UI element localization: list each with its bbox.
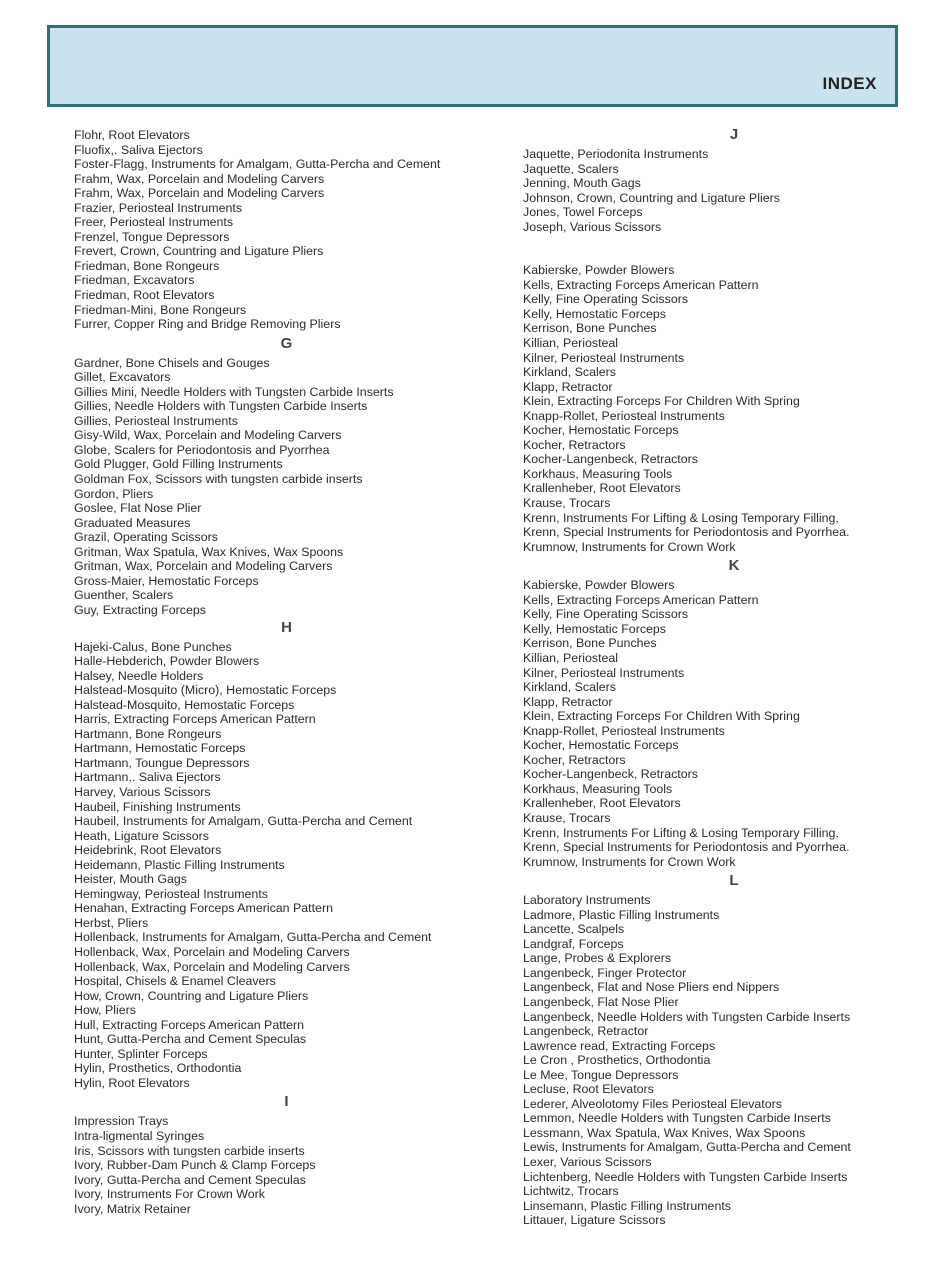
index-entry: Hunter, Splinter Forceps: [74, 1046, 208, 1061]
index-entry: Hollenback, Wax, Porcelain and Modeling Carvers: [74, 959, 350, 974]
g-entry-list: [74, 356, 474, 618]
index-entry: Kocher, Retractors: [523, 437, 626, 452]
index-entry: Gillies, Periosteal Instruments: [74, 413, 238, 428]
section-heading-k: K: [728, 557, 740, 575]
index-entry: Jones, Towel Forceps: [523, 205, 643, 220]
j-entry-list: [523, 147, 883, 234]
index-entry: Hartmann, Hemostatic Forceps: [74, 741, 246, 756]
index-entry: Frazier, Periosteal Instruments: [74, 200, 243, 215]
index-entry: Kelly, Hemostatic Forceps: [523, 306, 666, 321]
index-entry: Intra-ligmental Syringes: [74, 1129, 205, 1143]
index-entry: Halle-Hebderich, Powder Blowers: [74, 654, 260, 669]
index-entry: Knapp-Rollet, Periosteal Instruments: [523, 408, 725, 423]
index-entry: Kells, Extracting Forceps American Pattern: [523, 592, 759, 607]
index-entry: Goldman Fox, Scissors with tungsten carbide inserts: [74, 472, 363, 487]
index-entry: Ivory, Instruments For Crown Work: [74, 1187, 265, 1202]
index-entry: Jenning, Mouth Gags: [523, 176, 641, 191]
index-entry: Heidemann, Plastic Filling Instruments: [74, 857, 285, 872]
index-entry: Hartmann,. Saliva Ejectors: [74, 770, 221, 785]
index-entry: Gisy-Wild, Wax, Porcelain and Modeling Carvers: [74, 428, 342, 443]
index-entry: Frenzel, Tongue Depressors: [74, 229, 230, 244]
index-entry: Littauer, Ligature Scissors: [523, 1213, 666, 1228]
h-entry-list: [74, 640, 474, 1091]
index-entry: Klein, Extracting Forceps For Children With Spring: [523, 709, 800, 724]
index-entry: Kerrison, Bone Punches: [523, 636, 657, 651]
index-entry: Foster-Flagg, Instruments for Amalgam, Gutta-Percha and Cement: [74, 157, 441, 172]
index-entry: Le Mee, Tongue Depressors: [523, 1067, 679, 1082]
index-entry: Lessmann, Wax Spatula, Wax Knives, Wax Spoons: [523, 1125, 806, 1140]
index-entry: Lange, Probes & Explorers: [523, 951, 672, 966]
index-entry: Halstead-Mosquito, Hemostatic Forceps: [74, 697, 295, 712]
index-entry: Gillet, Excavators: [74, 370, 171, 385]
index-entry: Langenbeck, Retractor: [523, 1024, 649, 1039]
index-entry: Kocher-Langenbeck, Retractors: [523, 767, 698, 782]
section-heading-l: L: [729, 872, 739, 890]
index-entry: Hylin, Prosthetics, Orthodontia: [74, 1061, 242, 1076]
index-entry: Kelly, Fine Operating Scissors: [523, 607, 689, 622]
index-entry: Furrer, Copper Ring and Bridge Removing Pliers: [74, 317, 341, 332]
index-entry: Johnson, Crown, Countring and Ligature Pliers: [523, 190, 780, 205]
index-entry: Jaquette, Scalers: [523, 161, 619, 176]
index-entry: Lemmon, Needle Holders with Tungsten Carbide Inserts: [523, 1111, 831, 1126]
index-entry: How, Pliers: [74, 1003, 136, 1018]
k-entry-list-first: [523, 263, 883, 554]
index-entry: Gillies Mini, Needle Holders with Tungsten Carbide Inserts: [74, 384, 394, 399]
index-entry: Frahm, Wax, Porcelain and Modeling Carvers: [74, 171, 325, 186]
index-entry: Krenn, Special Instruments for Periodontosis and Pyorrhea.: [523, 840, 850, 855]
index-entry: Lawrence read, Extracting Forceps: [523, 1038, 716, 1053]
index-entry: Ladmore, Plastic Filling Instruments: [523, 907, 720, 922]
index-entry: Globe, Scalers for Periodontosis and Pyorrhea: [74, 442, 330, 457]
index-entry: Krenn, Instruments For Lifting & Losing Temporary Filling,: [523, 825, 839, 840]
index-entry: Kocher, Hemostatic Forceps: [523, 423, 679, 438]
index-entry: Frevert, Crown, Countring and Ligature Pliers: [74, 244, 324, 259]
k-entry-list-second: [523, 578, 883, 869]
index-entry: Lichtenberg, Needle Holders with Tungsten Carbide Inserts: [523, 1169, 848, 1184]
index-entry: Kocher, Hemostatic Forceps: [523, 738, 679, 753]
section-heading-g: G: [280, 334, 293, 352]
index-entry: Halstead-Mosquito (Micro), Hemostatic Forceps: [74, 683, 337, 698]
index-entry: Krenn, Special Instruments for Periodontosis and Pyorrhea.: [523, 525, 850, 540]
index-entry: Henahan, Extracting Forceps American Pattern: [74, 901, 333, 916]
index-entry: Krallenheber, Root Elevators: [523, 481, 681, 496]
index-entry: Impression Trays: [74, 1114, 169, 1129]
section-heading-h: H: [281, 618, 292, 636]
index-entry: Iris, Scissors with tungsten carbide inserts: [74, 1143, 305, 1158]
index-entry: Krumnow, Instruments for Crown Work: [523, 539, 736, 554]
index-entry: Harvey, Various Scissors: [74, 784, 211, 799]
index-entry: Krause, Trocars: [523, 496, 611, 511]
index-entry: Friedman, Excavators: [74, 273, 195, 288]
index-entry: Kabierske, Powder Blowers: [523, 578, 675, 593]
index-entry: Haubeil, Instruments for Amalgam, Gutta-Percha and Cement: [74, 814, 413, 829]
index-entry: Kells, Extracting Forceps American Pattern: [523, 277, 759, 292]
index-entry: Guenther, Scalers: [74, 588, 174, 603]
index-entry: Klapp, Retractor: [523, 694, 613, 709]
i-entry-list: [74, 1114, 474, 1216]
index-entry: Le Cron , Prosthetics, Orthodontia: [523, 1053, 711, 1068]
index-entry: Halsey, Needle Holders: [74, 668, 204, 683]
index-entry: Kocher-Langenbeck, Retractors: [523, 452, 698, 467]
index-entry: Flohr, Root Elevators: [74, 128, 190, 142]
index-entry: Hollenback, Instruments for Amalgam, Gutta-Percha and Cement: [74, 930, 432, 945]
index-entry: Kirkland, Scalers: [523, 365, 616, 380]
index-entry: Krallenheber, Root Elevators: [523, 796, 681, 811]
index-entry: Lecluse, Root Elevators: [523, 1082, 654, 1097]
index-entry: Graduated Measures: [74, 515, 191, 530]
index-entry: Korkhaus, Measuring Tools: [523, 466, 673, 481]
f-entry-list: [74, 128, 474, 332]
index-entry: Hartmann, Toungue Depressors: [74, 755, 250, 770]
index-entry: Gardner, Bone Chisels and Gouges: [74, 355, 270, 370]
index-entry: Ivory, Matrix Retainer: [74, 1201, 191, 1216]
index-entry: Klein, Extracting Forceps For Children With Spring: [523, 394, 800, 409]
index-entry: Gritman, Wax, Porcelain and Modeling Carvers: [74, 559, 333, 574]
index-entry: How, Crown, Countring and Ligature Pliers: [74, 988, 309, 1003]
index-entry: Hollenback, Wax, Porcelain and Modeling Carvers: [74, 944, 350, 959]
index-entry: Krenn, Instruments For Lifting & Losing Temporary Filling,: [523, 510, 839, 525]
index-entry: Langenbeck, Finger Protector: [523, 965, 687, 980]
index-entry: Kilner, Periosteal Instruments: [523, 665, 685, 680]
index-entry: Gold Plugger, Gold Filling Instruments: [74, 457, 283, 472]
index-entry: Hull, Extracting Forceps American Pattern: [74, 1017, 305, 1032]
index-entry: Harris, Extracting Forceps American Pattern: [74, 712, 316, 727]
index-entry: Jaquette, Periodonita Instruments: [523, 147, 709, 161]
index-entry: Hospital, Chisels & Enamel Cleavers: [74, 974, 276, 989]
index-entry: Hemingway, Periosteal Instruments: [74, 886, 268, 901]
index-entry: Killian, Periosteal: [523, 336, 619, 351]
index-entry: Lederer, Alveolotomy Files Periosteal Elevators: [523, 1096, 782, 1111]
index-entry: Freer, Periosteal Instruments: [74, 215, 234, 230]
index-entry: Ivory, Gutta-Percha and Cement Speculas: [74, 1172, 306, 1187]
index-entry: Krumnow, Instruments for Crown Work: [523, 854, 736, 869]
l-entry-list: [523, 893, 883, 1228]
index-entry: Laboratory Instruments: [523, 893, 651, 908]
index-entry: Langenbeck, Needle Holders with Tungsten Carbide Inserts: [523, 1009, 851, 1024]
index-entry: Lewis, Instruments for Amalgam, Gutta-Percha and Cement: [523, 1140, 851, 1155]
index-entry: Ivory, Rubber-Dam Punch & Clamp Forceps: [74, 1158, 316, 1173]
index-entry: Fluofix,. Saliva Ejectors: [74, 142, 203, 157]
index-entry: Krause, Trocars: [523, 810, 611, 825]
index-entry: Hartmann, Bone Rongeurs: [74, 726, 222, 741]
left-index-column: [74, 128, 474, 1216]
index-entry: Kilner, Periosteal Instruments: [523, 350, 685, 365]
index-entry: Kelly, Hemostatic Forceps: [523, 621, 666, 636]
index-entry: Lexer, Various Scissors: [523, 1155, 652, 1169]
index-entry: Haubeil, Finishing Instruments: [74, 799, 241, 814]
index-entry: Hunt, Gutta-Percha and Cement Speculas: [74, 1032, 307, 1047]
index-entry: Friedman, Bone Rongeurs: [74, 258, 220, 273]
index-entry: Herbst, Pliers: [74, 915, 149, 930]
index-entry: Friedman-Mini, Bone Rongeurs: [74, 302, 247, 317]
index-entry: Grazil, Operating Scissors: [74, 530, 218, 545]
index-entry: Landgraf, Forceps: [523, 936, 624, 951]
index-entry: Kabierske, Powder Blowers: [523, 263, 675, 278]
index-entry: Heidebrink, Root Elevators: [74, 843, 222, 858]
index-entry: Hylin, Root Elevators: [74, 1075, 190, 1090]
index-entry: Kelly, Fine Operating Scissors: [523, 292, 689, 307]
index-entry: Killian, Periosteal: [523, 650, 619, 665]
index-entry: Joseph, Various Scissors: [523, 219, 662, 234]
index-entry: Langenbeck, Flat and Nose Pliers end Nippers: [523, 980, 780, 995]
section-heading-j: J: [729, 126, 739, 143]
index-entry: Lichtwitz, Trocars: [523, 1184, 619, 1199]
index-entry: Korkhaus, Measuring Tools: [523, 781, 673, 796]
index-entry: Gross-Maier, Hemostatic Forceps: [74, 573, 259, 588]
page-title: INDEX: [822, 74, 877, 93]
index-entry: Langenbeck, Flat Nose Plier: [523, 994, 679, 1009]
index-entry: Gritman, Wax Spatula, Wax Knives, Wax Spoons: [74, 544, 344, 559]
section-heading-i: I: [284, 1093, 289, 1111]
index-entry: Lancette, Scalpels: [523, 922, 625, 937]
index-entry: Guy, Extracting Forceps: [74, 602, 206, 617]
index-entry: Knapp-Rollet, Periosteal Instruments: [523, 723, 725, 738]
index-entry: Kerrison, Bone Punches: [523, 321, 657, 336]
index-entry: Heath, Ligature Scissors: [74, 828, 209, 843]
index-header-banner: [47, 25, 898, 107]
index-entry: Klapp, Retractor: [523, 379, 613, 394]
index-entry: Heister, Mouth Gags: [74, 872, 187, 887]
index-entry: Kocher, Retractors: [523, 752, 626, 767]
index-entry: Frahm, Wax, Porcelain and Modeling Carvers: [74, 186, 325, 201]
index-entry: Linsemann, Plastic Filling Instruments: [523, 1198, 731, 1213]
index-entry: Hajeki-Calus, Bone Punches: [74, 639, 232, 654]
right-index-column: [523, 128, 883, 1228]
index-entry: Kirkland, Scalers: [523, 680, 616, 695]
index-entry: Gordon, Pliers: [74, 486, 154, 501]
index-entry: Gillies, Needle Holders with Tungsten Carbide Inserts: [74, 399, 368, 414]
index-entry: Goslee, Flat Nose Plier: [74, 501, 202, 516]
index-entry: Friedman, Root Elevators: [74, 288, 215, 303]
